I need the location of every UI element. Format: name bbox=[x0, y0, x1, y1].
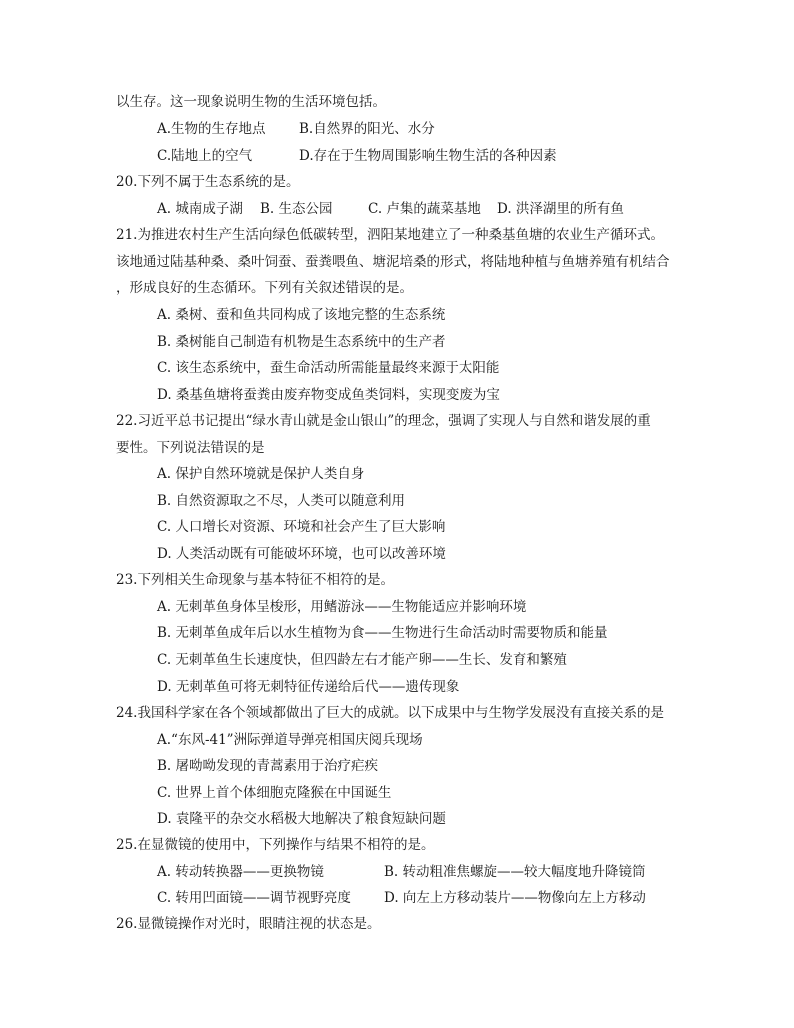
q19-option-d: D.存在于生物周围影响生物生活的各种因素 bbox=[299, 148, 557, 164]
q21-option-a: A. 桑树、蚕和鱼共同构成了该地完整的生态系统 bbox=[157, 307, 446, 323]
q20-option-b: B. 生态公园 bbox=[260, 201, 333, 217]
q22-stem-line-1: 22.习近平总书记提出“绿水青山就是金山银山”的理念，强调了实现人与自然和谐发展的重 bbox=[116, 413, 651, 429]
q20-option-d: D. 洪泽湖里的所有鱼 bbox=[497, 201, 624, 217]
q19-stem-tail: 以生存。这一现象说明生物的生活环境包括。 bbox=[116, 94, 386, 110]
q23-option-d: D. 无刺革鱼可将无刺特征传递给后代——遗传现象 bbox=[157, 679, 460, 695]
q22-option-a: A. 保护自然环境就是保护人类自身 bbox=[157, 466, 365, 482]
q24-option-c: C. 世界上首个体细胞克隆猴在中国诞生 bbox=[157, 785, 392, 801]
q23-option-b: B. 无刺革鱼成年后以水生植物为食——生物进行生命活动时需要物质和能量 bbox=[157, 625, 608, 641]
q24-stem: 24.我国科学家在各个领域都做出了巨大的成就。以下成果中与生物学发展没有直接关系的是 bbox=[116, 705, 664, 721]
q21-stem-line-2: 该地通过陆基种桑、桑叶饲蚕、蚕粪喂鱼、塘泥培桑的形式，将陆地种植与鱼塘养殖有机结合 bbox=[116, 254, 670, 270]
q21-stem-line-3: ，形成良好的生态循环。下列有关叙述错误的是。 bbox=[116, 280, 413, 296]
q19-option-a: A.生物的生存地点 bbox=[157, 121, 266, 137]
q25-option-a: A. 转动转换器——更换物镜 bbox=[157, 864, 324, 880]
q24-option-b: B. 屠呦呦发现的青蒿素用于治疗疟疾 bbox=[157, 758, 379, 774]
q25-stem: 25.在显微镜的使用中，下列操作与结果不相符的是。 bbox=[116, 837, 435, 853]
q19-option-c: C.陆地上的空气 bbox=[157, 148, 253, 164]
q24-option-d: D. 袁隆平的杂交水稻极大地解决了粮食短缺问题 bbox=[157, 811, 446, 827]
q22-option-b: B. 自然资源取之不尽，人类可以随意利用 bbox=[157, 493, 406, 509]
q23-stem: 23.下列相关生命现象与基本特征不相符的是。 bbox=[116, 572, 394, 588]
q21-option-b: B. 桑树能自己制造有机物是生态系统中的生产者 bbox=[157, 334, 446, 350]
q25-option-b: B. 转动粗准焦螺旋——较大幅度地升降镜筒 bbox=[384, 864, 646, 880]
q20-option-c: C. 卢集的蔬菜基地 bbox=[368, 201, 481, 217]
q23-option-c: C. 无刺革鱼生长速度快，但四龄左右才能产卵——生长、发育和繁殖 bbox=[157, 652, 567, 668]
q21-stem-line-1: 21.为推进农村生产生活向绿色低碳转型，泗阳某地建立了一种桑基鱼塘的农业生产循环式。 bbox=[116, 227, 664, 243]
q19-option-b: B.自然界的阳光、水分 bbox=[299, 121, 435, 137]
q21-option-c: C. 该生态系统中，蚕生命活动所需能量最终来源于太阳能 bbox=[157, 360, 500, 376]
q22-option-d: D. 人类活动既有可能破坏环境，也可以改善环境 bbox=[157, 546, 446, 562]
q26-stem: 26.显微镜操作对光时，眼睛注视的状态是。 bbox=[116, 916, 381, 932]
q22-stem-line-2: 要性。下列说法错误的是 bbox=[116, 440, 265, 456]
q25-option-c: C. 转用凹面镜——调节视野亮度 bbox=[157, 890, 351, 906]
q22-option-c: C. 人口增长对资源、环境和社会产生了巨大影响 bbox=[157, 519, 446, 535]
q25-option-d: D. 向左上方移动装片——物像向左上方移动 bbox=[384, 890, 646, 906]
q20-option-a: A. 城南成子湖 bbox=[157, 201, 243, 217]
q21-option-d: D. 桑基鱼塘将蚕粪由废弃物变成鱼类饲料，实现变废为宝 bbox=[157, 387, 500, 403]
q20-stem: 20.下列不属于生态系统的是。 bbox=[116, 174, 300, 190]
q23-option-a: A. 无刺革鱼身体呈梭形，用鳍游泳——生物能适应并影响环境 bbox=[157, 599, 527, 615]
q24-option-a: A.“东风-41”洲际弹道导弹亮相国庆阅兵现场 bbox=[157, 732, 423, 748]
